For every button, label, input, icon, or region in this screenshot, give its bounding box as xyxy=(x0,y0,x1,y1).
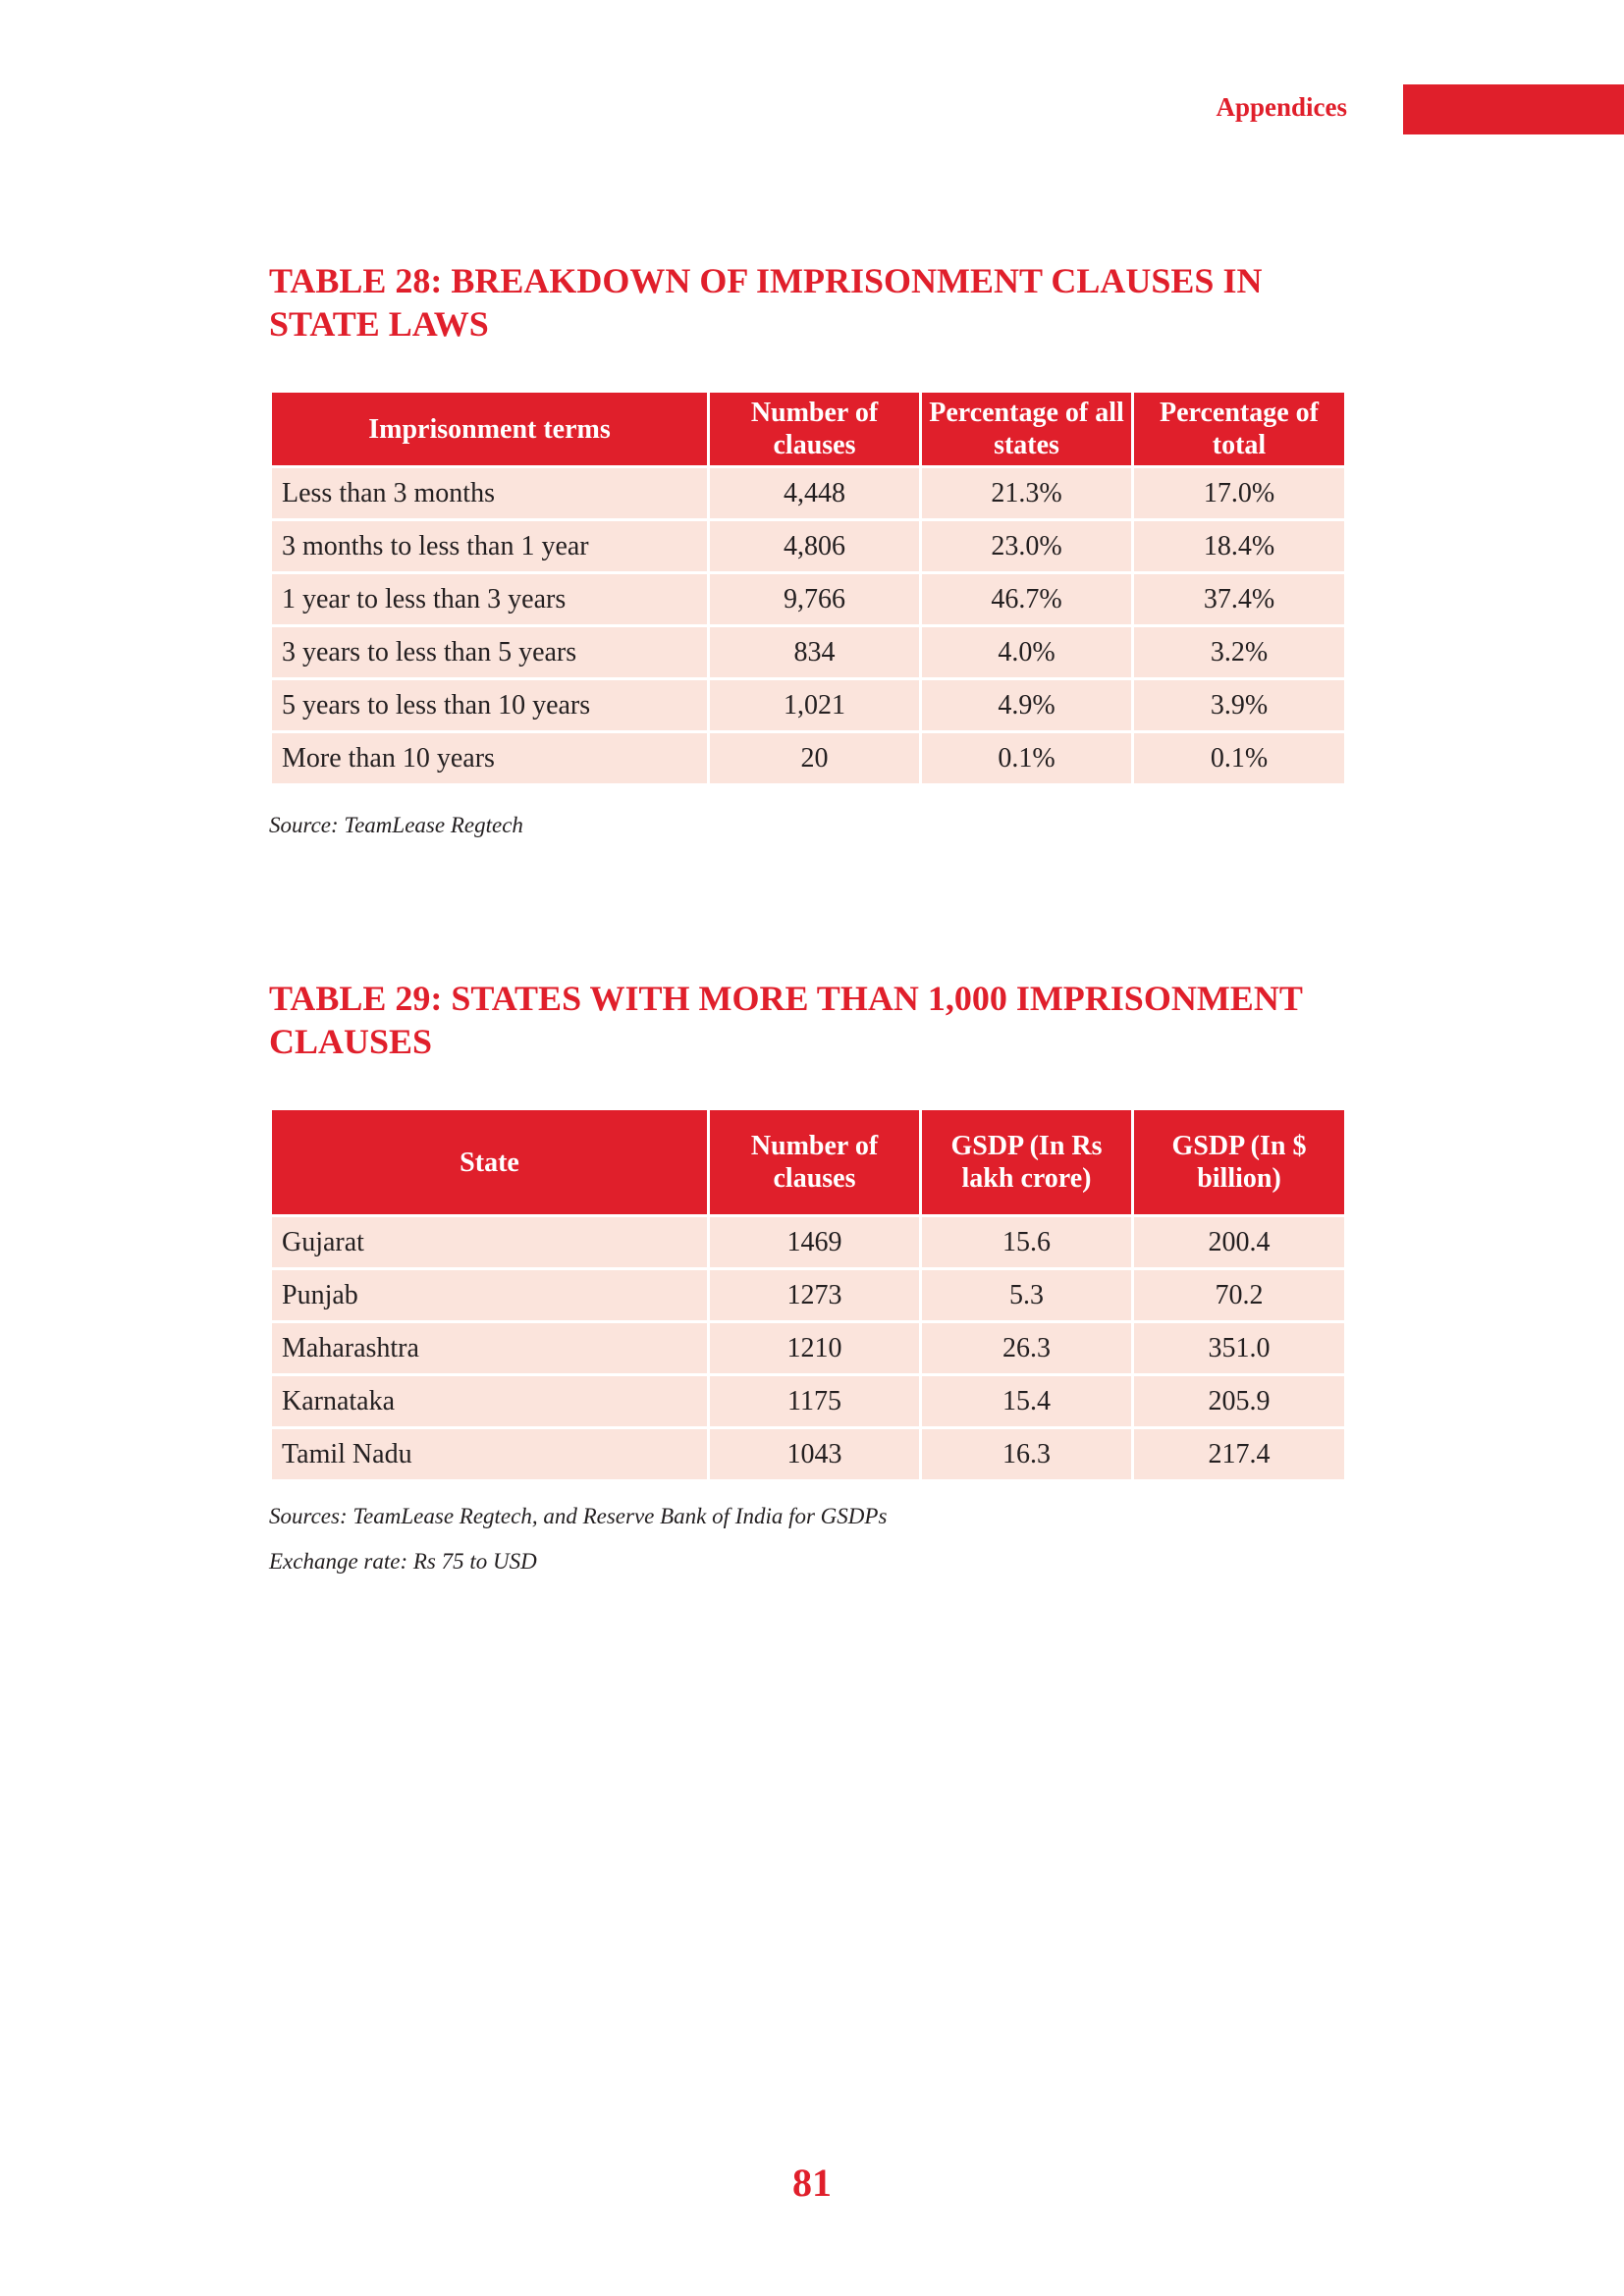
table-cell: 15.4 xyxy=(921,1375,1133,1428)
table-cell: 217.4 xyxy=(1133,1428,1346,1481)
table-cell: 4,806 xyxy=(709,520,921,573)
column-header: Number of clauses xyxy=(709,392,921,467)
table-cell: 16.3 xyxy=(921,1428,1133,1481)
table-row xyxy=(271,1269,1346,1322)
table-cell: 23.0% xyxy=(921,520,1133,573)
table-cell: 834 xyxy=(709,626,921,679)
table-row xyxy=(271,520,1346,573)
table-row xyxy=(271,573,1346,626)
header-accent-bar xyxy=(1403,84,1624,134)
table-cell: 0.1% xyxy=(1133,732,1346,785)
table-row xyxy=(271,1375,1346,1428)
table-cell: 200.4 xyxy=(1133,1216,1346,1269)
table-cell: 15.6 xyxy=(921,1216,1133,1269)
table-cell: 1469 xyxy=(709,1216,921,1269)
table-cell: 3 years to less than 5 years xyxy=(271,626,709,679)
table-cell: 3.2% xyxy=(1133,626,1346,679)
table-row xyxy=(271,732,1346,785)
table-cell: 3 months to less than 1 year xyxy=(271,520,709,573)
table-row xyxy=(271,1322,1346,1375)
table-cell: 1 year to less than 3 years xyxy=(271,573,709,626)
column-header: Imprisonment terms xyxy=(271,392,709,467)
table-cell: 70.2 xyxy=(1133,1269,1346,1322)
table-cell: 3.9% xyxy=(1133,679,1346,732)
table-cell: Punjab xyxy=(271,1269,709,1322)
section-label: Appendices xyxy=(1216,92,1347,122)
table-row xyxy=(271,626,1346,679)
table-cell: 351.0 xyxy=(1133,1322,1346,1375)
table-cell: Gujarat xyxy=(271,1216,709,1269)
table-cell: 0.1% xyxy=(921,732,1133,785)
table-cell: 37.4% xyxy=(1133,573,1346,626)
table-cell: 5 years to less than 10 years xyxy=(271,679,709,732)
column-header: GSDP (In $ billion) xyxy=(1133,1109,1346,1216)
table-29 xyxy=(269,1107,1347,1482)
table-28 xyxy=(269,390,1347,786)
page-number: 81 xyxy=(792,2161,832,2205)
table-cell: Tamil Nadu xyxy=(271,1428,709,1481)
table-row xyxy=(271,679,1346,732)
table-cell: 4.9% xyxy=(921,679,1133,732)
table-28-title: TABLE 28: BREAKDOWN OF IMPRISONMENT CLAUSES IN STATE LAWS xyxy=(269,261,1263,344)
table-cell: 1273 xyxy=(709,1269,921,1322)
table-cell: 18.4% xyxy=(1133,520,1346,573)
table-cell: More than 10 years xyxy=(271,732,709,785)
table-29-title: TABLE 29: STATES WITH MORE THAN 1,000 IMPRISONMENT CLAUSES xyxy=(269,979,1303,1061)
table-cell: 46.7% xyxy=(921,573,1133,626)
column-header: Percentage of all states xyxy=(921,392,1133,467)
table-cell: 1043 xyxy=(709,1428,921,1481)
table-row xyxy=(271,1216,1346,1269)
table-cell: Less than 3 months xyxy=(271,467,709,520)
table-cell: 205.9 xyxy=(1133,1375,1346,1428)
column-header: Percentage of total xyxy=(1133,392,1346,467)
column-header: Number of clauses xyxy=(709,1109,921,1216)
table-cell: 1210 xyxy=(709,1322,921,1375)
table-cell: 17.0% xyxy=(1133,467,1346,520)
table-row xyxy=(271,1428,1346,1481)
table-cell: 26.3 xyxy=(921,1322,1133,1375)
table-row xyxy=(271,467,1346,520)
table-cell: 21.3% xyxy=(921,467,1133,520)
table-cell: Karnataka xyxy=(271,1375,709,1428)
table-cell: 1175 xyxy=(709,1375,921,1428)
table-header-row xyxy=(271,1109,1346,1216)
column-header: State xyxy=(271,1109,709,1216)
table-header-row xyxy=(271,392,1346,467)
table-29-source: Sources: TeamLease Regtech, and Reserve Bank of India for GSDPs xyxy=(269,1504,888,1528)
table-cell: 20 xyxy=(709,732,921,785)
column-header: GSDP (In Rs lakh crore) xyxy=(921,1109,1133,1216)
table-cell: 1,021 xyxy=(709,679,921,732)
table-cell: 4,448 xyxy=(709,467,921,520)
table-cell: 4.0% xyxy=(921,626,1133,679)
table-29-exchange-note: Exchange rate: Rs 75 to USD xyxy=(269,1549,537,1574)
table-cell: Maharashtra xyxy=(271,1322,709,1375)
table-cell: 5.3 xyxy=(921,1269,1133,1322)
table-28-source: Source: TeamLease Regtech xyxy=(269,813,523,837)
table-cell: 9,766 xyxy=(709,573,921,626)
